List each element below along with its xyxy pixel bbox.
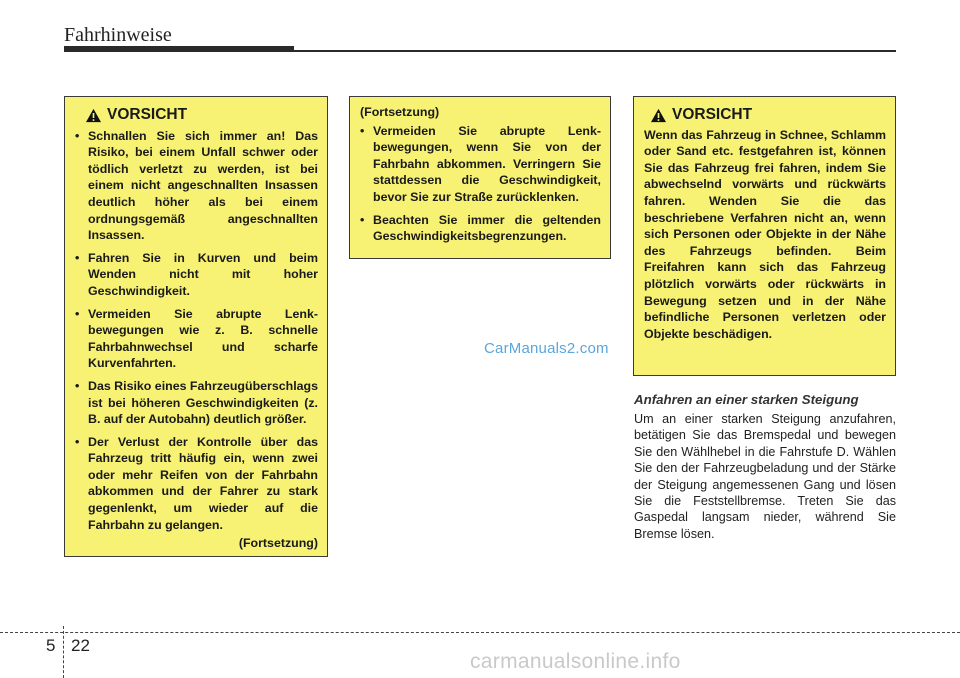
footer-divider: [63, 626, 64, 678]
page-header-title: Fahrhinweise: [64, 24, 172, 46]
header-rule-thick: [64, 46, 294, 52]
caution-box-middle: [349, 96, 611, 259]
continued-label: (Fortsetzung): [360, 105, 440, 119]
footer-rule: [0, 632, 960, 633]
caution-box-right: [633, 96, 896, 376]
section-body: Um an einer starken Steigung anzufahren, betätigen Sie das Bremspedal und bewegen Sie den Wählhebel in die Fahrstufe D. Wählen Sie den der Fahrzeugbeladung und der Stärke der Steigung angemessenen Gang und lösen Sie die Feststellbremse. Treten Sie das Gaspedal langsam nieder, während Sie Bremse lösen.: [634, 412, 896, 541]
list-item: • Schnallen Sie sich immer an! Das Risiko, bei einem Unfall schwer oder tödlich verletzt zu werden, ist bei einem nicht angeschnallten Insassen deutlich höher als bei einem ordnungsgemäß angeschnallten Insassen.: [75, 128, 318, 244]
watermark-top: CarManuals2.com: [484, 340, 609, 357]
warning-triangle-icon: [650, 108, 667, 123]
list-item: • Beachten Sie immer die geltenden Geschwindigkeitsbegrenzungen.: [360, 212, 601, 245]
list-item: • Der Verlust der Kontrolle über das Fahrzeug tritt häufig ein, wenn zwei oder mehr Reifen von der Fahrbahn abkommen und der Fahrer zu stark gegenlenkt, um wieder auf die Fahrbahn zu gelangen.: [75, 434, 318, 534]
continued-label: (Fortsetzung): [238, 536, 318, 551]
caution-box-left: [64, 96, 328, 557]
list-item: • Vermeiden Sie abrupte Lenkbewegungen, wenn Sie von der Fahrbahn abkommen. Verringern Sie stattdessen die Geschwindigkeit, bevor Sie zur Straße zurücklenken.: [360, 123, 601, 206]
chapter-number: 5: [46, 636, 56, 655]
section-heading: Anfahren an einer starken Steigung: [634, 392, 859, 407]
caution-title-text: VORSICHT: [672, 106, 753, 123]
caution-list: [360, 123, 601, 245]
page-number: 22: [71, 636, 90, 655]
watermark-bottom: carmanualsonline.info: [470, 650, 681, 673]
list-item: • Das Risiko eines Fahrzeugüberschlags ist bei höheren Geschwindigkeiten (z. B. auf der Autobahn) deutlich größer.: [75, 378, 318, 428]
header-rule-thin: [294, 50, 896, 52]
caution-text: Wenn das Fahrzeug in Schnee, Schlamm oder Sand etc. festgefahren ist, können Sie das Fahrzeug frei fahren, indem Sie abwechselnd vorwärts und rückwärts fahren. Wenden Sie die das beschriebene Verfahren nicht an, wenn sich Personen oder Objekte in der Nähe des Fahrzeugs befinden. Beim Freifahren kann sich das Fahrzeug plötzlich vorwärts oder rückwärts in Bewegung setzen und in der Nähe befindliche Personen verletzen oder Objekte beschädigen.: [644, 127, 886, 341]
caution-title: [644, 107, 886, 124]
caution-title: [75, 107, 318, 124]
list-item: • Fahren Sie in Kurven und beim Wenden nicht mit hoher Geschwindigkeit.: [75, 250, 318, 300]
caution-title-text: VORSICHT: [107, 106, 188, 123]
list-item: • Vermeiden Sie abrupte Lenkbewegungen wie z. B. schnelle Fahrbahnwechsel und scharfe Kurvenfahrten.: [75, 306, 318, 372]
caution-list: [75, 128, 318, 534]
warning-triangle-icon: [85, 108, 102, 123]
